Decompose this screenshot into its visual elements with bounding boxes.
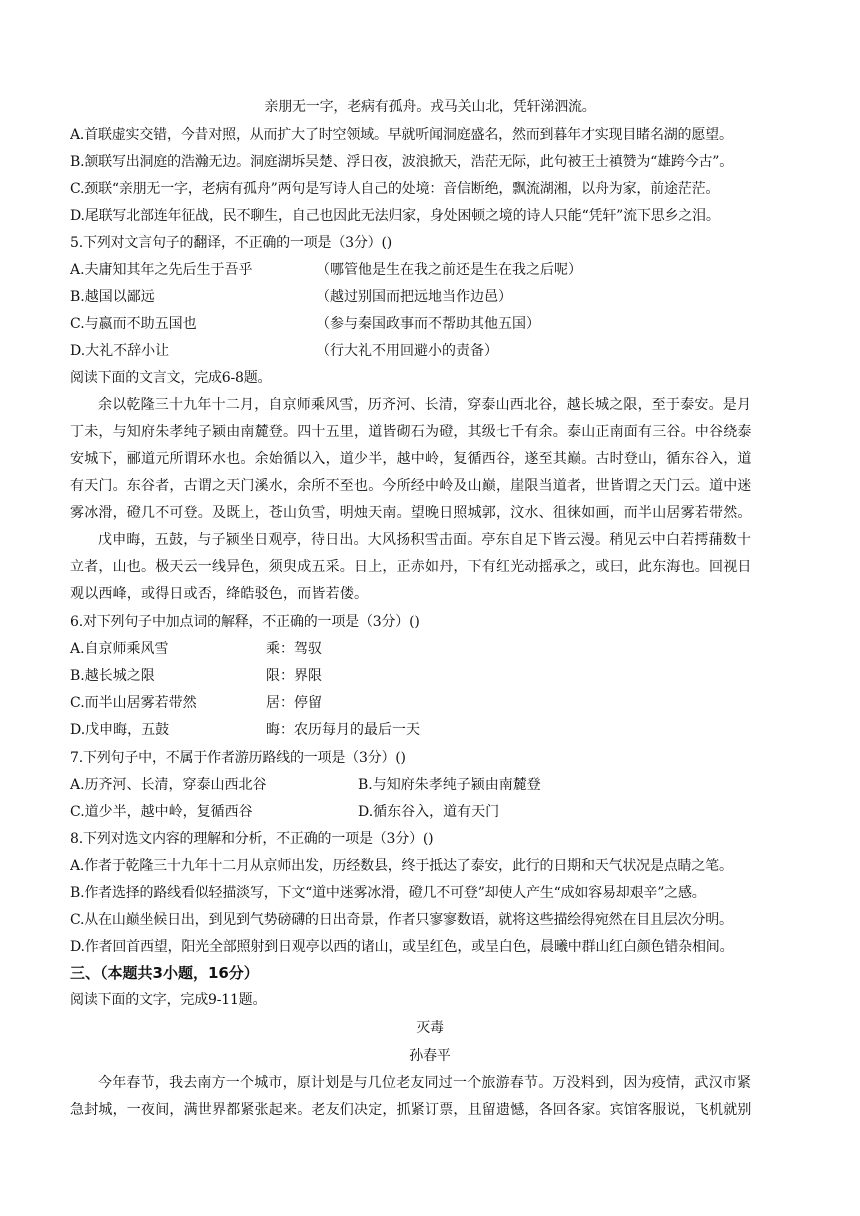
q6-option-d-sentence: D.戊申晦，五鼓: [70, 722, 170, 738]
passage-line-1: 余以乾隆三十九年十二月，自京师乘风雪，历齐河、长清，穿泰山西北谷，越长城之限，至于泰安。是月: [98, 397, 752, 413]
q5-option-a-sentence: A.夫庸知其年之先后生于吾乎: [70, 262, 253, 278]
q6-option-a-sentence: A.自京师乘风雪: [70, 641, 169, 657]
q8-option-a: A.作者于乾隆三十九年十二月从京师出发，历经数县，终于抵达了泰安，此行的日期和天气状况是点睛之笔。: [70, 858, 733, 874]
passage-line-4: 有天门。东谷者，古谓之天门溪水，余所不至也。今所经中岭及山巅，崖限当道者，世皆谓之天门云。道中迷: [70, 478, 752, 494]
q6-option-b-explain: 限：界限: [266, 668, 322, 684]
q5-option-d-sentence: D.大礼不辞小让: [70, 343, 170, 359]
article-line-1: 今年春节，我去南方一个城市，原计划是与几位老友同过一个旅游春节。万没料到，因为疫情，武汉市紧: [98, 1075, 752, 1091]
passage-line-3: 安城下，郦道元所谓环水也。余始循以入，道少半，越中岭，复循西谷，遂至其巅。古时登山，循东谷入，道: [70, 451, 752, 467]
q5-option-c-sentence: C.与嬴而不助五国也: [70, 316, 197, 332]
q7-option-a: A.历齐河、长清，穿泰山西北谷: [70, 777, 267, 793]
reading-intro-2: 阅读下面的文字，完成9-11题。: [70, 992, 267, 1008]
q7-option-c: C.道少半，越中岭，复循西谷: [70, 804, 253, 820]
q8-option-d: D.作者回首西望，阳光全部照射到日观亭以西的诸山，或呈红色，或呈白色，晨曦中群山红白颜色错杂相间。: [70, 939, 734, 955]
passage-line-7: 立者，山也。极天云一线异色，须臾成五采。日上，正赤如丹，下有红光动摇承之，或曰，此东海也。回视日: [70, 559, 752, 575]
passage-line-5: 雾冰滑，磴几不可登。及既上，苍山负雪，明烛天南。望晚日照城郭，汶水、徂徕如画，而半山居雾若带然。: [70, 505, 752, 521]
q5-option-d-translation: （行大礼不用回避小的责备）: [316, 343, 498, 359]
q7-option-d: D.循东谷入，道有天门: [358, 804, 500, 820]
q8-option-b: B.作者选择的路线看似轻描淡写，下文“道中迷雾冰滑，磴几不可登”却使人产生“成如容易却艰辛”之感。: [70, 885, 706, 901]
q4-option-c: C.颈联“亲朋无一字，老病有孤舟”两句是写诗人自己的处境：音信断绝，飘流湖湘，以舟为家，前途茫茫。: [70, 181, 720, 197]
passage-line-2: 丁未，与知府朱孝纯子颍由南麓登。四十五里，道皆砌石为磴，其级七千有余。泰山正南面有三谷。中谷绕泰: [70, 424, 752, 440]
q6-option-d-explain: 晦：农历每月的最后一天: [266, 722, 420, 738]
q6-option-c-sentence: C.而半山居雾若带然: [70, 695, 197, 711]
q7-option-b: B.与知府朱孝纯子颍由南麓登: [358, 777, 541, 793]
q8-stem: 8.下列对选文内容的理解和分析，不正确的一项是（3分）(): [70, 831, 434, 847]
q4-option-a: A.首联虚实交错，今昔对照，从而扩大了时空领域。早就听闻洞庭盛名，然而到暮年才实现目睹名湖的愿望。: [70, 127, 733, 143]
q8-option-c: C.从在山巅坐候日出，到见到气势磅礴的日出奇景，作者只寥寥数语，就将这些描绘得宛然在目且层次分明。: [70, 912, 733, 928]
q5-option-a-translation: （哪管他是生在我之前还是生在我之后呢）: [316, 262, 582, 278]
q4-option-b: B.颔联写出洞庭的浩瀚无边。洞庭湖坼吴楚、浮日夜，波浪掀天，浩茫无际，此句被王士禛赞为“雄跨今古”。: [70, 154, 734, 170]
q5-stem: 5.下列对文言句子的翻译，不正确的一项是（3分）(): [70, 235, 392, 251]
passage-line-6: 戊申晦，五鼓，与子颍坐日观亭，待日出。大风扬积雪击面。亭东自足下皆云漫。稍见云中白若摴蒱数十: [98, 532, 752, 548]
q6-stem: 6.对下列句子中加点词的解释，不正确的一项是（3分）(): [70, 614, 420, 630]
article-author: 孙春平: [409, 1048, 451, 1064]
q6-option-c-explain: 居：停留: [266, 695, 322, 711]
q7-stem: 7.下列句子中，不属于作者游历路线的一项是（3分）(): [70, 750, 406, 766]
q5-option-b-translation: （越过别国而把远地当作边邑）: [316, 289, 512, 305]
q4-option-d: D.尾联写北部连年征战，民不聊生，自己也因此无法归家，身处困顿之境的诗人只能“凭轩”流下思乡之泪。: [70, 208, 720, 224]
q5-option-c-translation: （参与秦国政事而不帮助其他五国）: [316, 316, 540, 332]
passage-line-8: 观以西峰，或得日或否，绛皓驳色，而皆若偻。: [70, 586, 369, 602]
reading-intro-1: 阅读下面的文言文，完成6-8题。: [70, 370, 272, 386]
q6-option-b-sentence: B.越长城之限: [70, 668, 155, 684]
section-3-heading: 三、（本题共3小题，16分）: [70, 964, 259, 982]
poem-tail: 亲朋无一字，老病有孤舟。戎马关山北，凭轩涕泗流。: [264, 99, 596, 115]
q6-option-a-explain: 乘：驾驭: [266, 641, 322, 657]
article-line-2: 急封城，一夜间，满世界都紧张起来。老友们决定，抓紧订票，且留遗憾，各回各家。宾馆客服说，飞机就别: [70, 1102, 752, 1118]
q5-option-b-sentence: B.越国以鄙远: [70, 289, 155, 305]
article-title: 灭毒: [416, 1020, 444, 1036]
